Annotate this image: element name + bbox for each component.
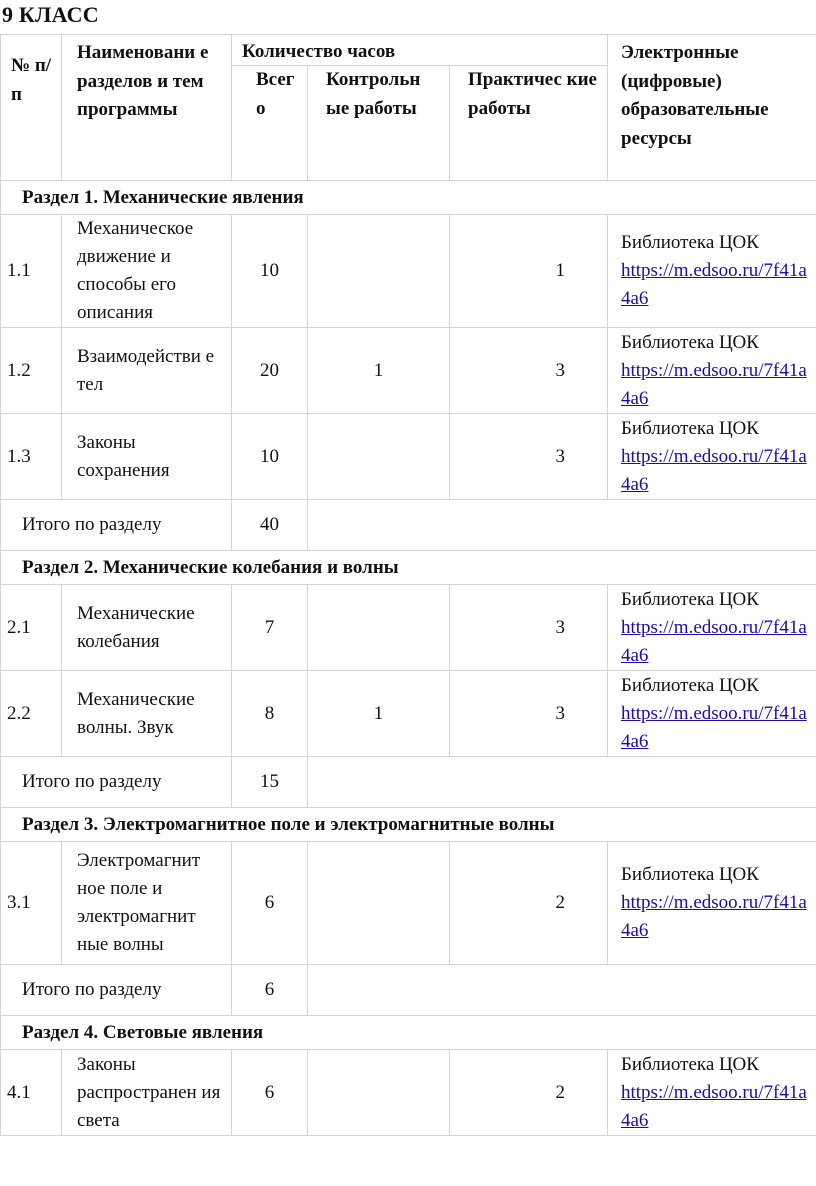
header-total: Всег о bbox=[232, 66, 308, 181]
row-num: 1.1 bbox=[1, 215, 62, 328]
table-row bbox=[1, 585, 816, 671]
subtotal-label: Итого по разделу bbox=[1, 500, 232, 551]
row-name: Законы сохранения bbox=[62, 414, 232, 500]
row-name: Механические колебания bbox=[62, 585, 232, 671]
row-resource bbox=[608, 585, 816, 671]
row-practical: 2 bbox=[450, 842, 608, 965]
table-row bbox=[1, 842, 816, 965]
table-row bbox=[1, 215, 816, 328]
row-total: 10 bbox=[232, 414, 308, 500]
resource-link[interactable]: https://m.edsoo.ru/7f41a4a6 bbox=[621, 359, 807, 409]
row-practical: 3 bbox=[450, 414, 608, 500]
section-row bbox=[1, 551, 816, 585]
row-total: 6 bbox=[232, 842, 308, 965]
section-title: Раздел 2. Механические колебания и волны bbox=[1, 551, 816, 585]
row-control bbox=[308, 1050, 450, 1136]
row-practical: 3 bbox=[450, 585, 608, 671]
page-title: 9 КЛАСС bbox=[2, 2, 99, 27]
row-num: 2.1 bbox=[1, 585, 62, 671]
header-control: Контрольн ые работы bbox=[308, 66, 450, 181]
subtotal-label: Итого по разделу bbox=[1, 965, 232, 1016]
section-title: Раздел 3. Электромагнитное поле и электромагнитные волны bbox=[1, 808, 816, 842]
row-num: 1.2 bbox=[1, 328, 62, 414]
subtotal-empty bbox=[308, 757, 816, 808]
row-total: 7 bbox=[232, 585, 308, 671]
resource-label: Библиотека ЦОК bbox=[621, 417, 759, 439]
row-num: 4.1 bbox=[1, 1050, 62, 1136]
curriculum-table bbox=[0, 34, 816, 1136]
subtotal-empty bbox=[308, 965, 816, 1016]
header-practical: Практичес кие работы bbox=[450, 66, 608, 181]
resource-link[interactable]: https://m.edsoo.ru/7f41a4a6 bbox=[621, 702, 807, 752]
subtotal-label: Итого по разделу bbox=[1, 757, 232, 808]
subtotal-row bbox=[1, 500, 816, 551]
row-name: Механические волны. Звук bbox=[62, 671, 232, 757]
row-name: Взаимодействи е тел bbox=[62, 328, 232, 414]
resource-link[interactable]: https://m.edsoo.ru/7f41a4a6 bbox=[621, 1081, 807, 1131]
row-control: 1 bbox=[308, 671, 450, 757]
row-total: 6 bbox=[232, 1050, 308, 1136]
section-row bbox=[1, 181, 816, 215]
row-resource bbox=[608, 671, 816, 757]
subtotal-empty bbox=[308, 500, 816, 551]
row-control bbox=[308, 842, 450, 965]
table-row bbox=[1, 414, 816, 500]
resource-link[interactable]: https://m.edsoo.ru/7f41a4a6 bbox=[621, 260, 807, 309]
row-name: Электромагнит ное поле и электромагнит ные волны bbox=[62, 842, 232, 965]
row-control bbox=[308, 414, 450, 500]
row-control bbox=[308, 215, 450, 328]
subtotal-value: 15 bbox=[232, 757, 308, 808]
row-num: 3.1 bbox=[1, 842, 62, 965]
row-num: 2.2 bbox=[1, 671, 62, 757]
row-control: 1 bbox=[308, 328, 450, 414]
subtotal-value: 6 bbox=[232, 965, 308, 1016]
header-num: № п/ п bbox=[1, 35, 62, 181]
header-resources: Электронные (цифровые) образовательные ресурсы bbox=[608, 35, 816, 181]
row-total: 20 bbox=[232, 328, 308, 414]
header-name: Наименовани е разделов и тем программы bbox=[62, 35, 232, 181]
table-row bbox=[1, 671, 816, 757]
row-practical: 3 bbox=[450, 328, 608, 414]
resource-link[interactable]: https://m.edsoo.ru/7f41a4a6 bbox=[621, 445, 807, 495]
row-resource bbox=[608, 215, 816, 328]
header-row bbox=[1, 35, 816, 66]
row-practical: 2 bbox=[450, 1050, 608, 1136]
row-total: 10 bbox=[232, 215, 308, 328]
row-name: Механическое движение и способы его описания bbox=[62, 215, 232, 328]
row-resource bbox=[608, 1050, 816, 1136]
resource-label: Библиотека ЦОК bbox=[621, 331, 759, 353]
row-practical: 1 bbox=[450, 215, 608, 328]
subtotal-row bbox=[1, 757, 816, 808]
resource-label: Библиотека ЦОК bbox=[621, 588, 759, 610]
resource-label: Библиотека ЦОК bbox=[621, 864, 759, 885]
row-resource bbox=[608, 414, 816, 500]
row-practical: 3 bbox=[450, 671, 608, 757]
header-hours: Количество часов bbox=[232, 35, 608, 66]
table-row bbox=[1, 328, 816, 414]
resource-label: Библиотека ЦОК bbox=[621, 1053, 759, 1075]
row-total: 8 bbox=[232, 671, 308, 757]
row-control bbox=[308, 585, 450, 671]
section-title: Раздел 4. Световые явления bbox=[1, 1016, 816, 1050]
resource-label: Библиотека ЦОК bbox=[621, 232, 759, 253]
row-resource bbox=[608, 842, 816, 965]
row-name: Законы распространен ия света bbox=[62, 1050, 232, 1136]
section-title: Раздел 1. Механические явления bbox=[1, 181, 816, 215]
resource-label: Библиотека ЦОК bbox=[621, 674, 759, 696]
section-row bbox=[1, 808, 816, 842]
table-row bbox=[1, 1050, 816, 1136]
resource-link[interactable]: https://m.edsoo.ru/7f41a4a6 bbox=[621, 892, 807, 941]
subtotal-value: 40 bbox=[232, 500, 308, 551]
row-resource bbox=[608, 328, 816, 414]
resource-link[interactable]: https://m.edsoo.ru/7f41a4a6 bbox=[621, 616, 807, 666]
subtotal-row bbox=[1, 965, 816, 1016]
row-num: 1.3 bbox=[1, 414, 62, 500]
section-row bbox=[1, 1016, 816, 1050]
